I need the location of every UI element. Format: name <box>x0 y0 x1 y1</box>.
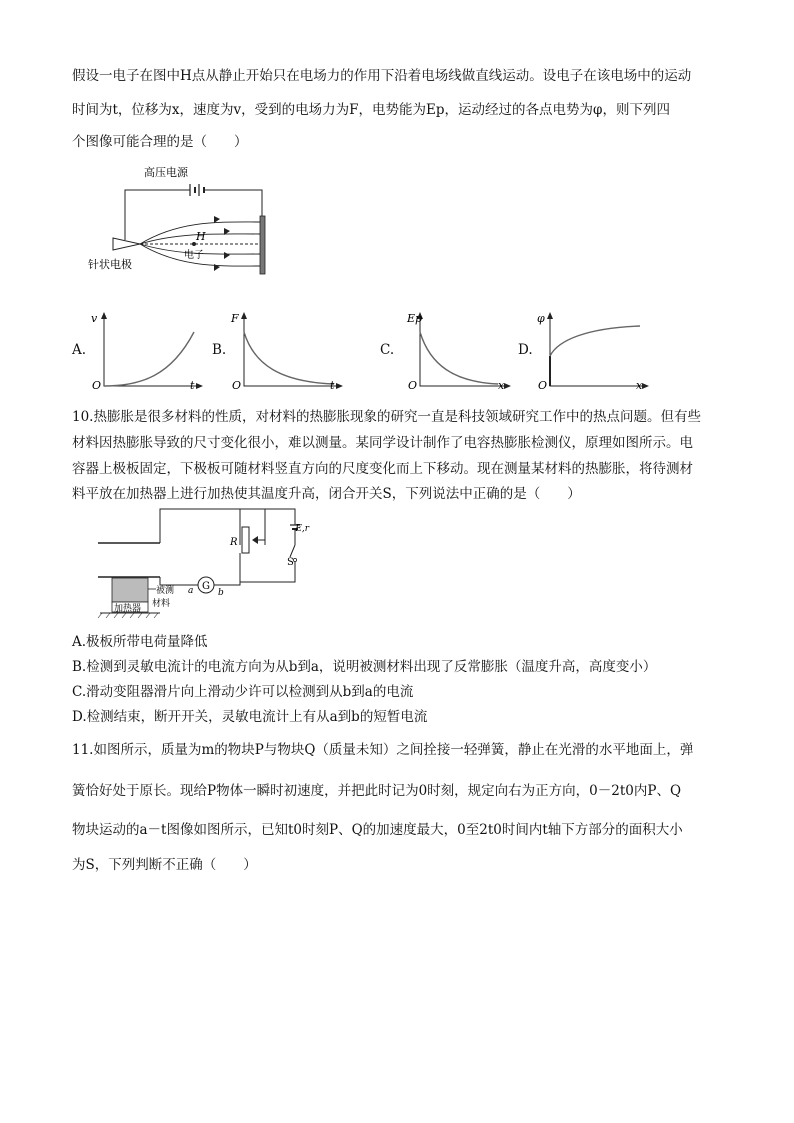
needle-electrode-label: 针状电极 <box>88 258 132 271</box>
q9-option-graph-a <box>86 310 204 390</box>
galvanometer-label: G <box>202 581 210 592</box>
q10-text-line-4: 料平放在加热器上进行加热使其温度升高，闭合开关S，下列说法中正确的是（ ） <box>72 486 581 502</box>
point-h-label: H <box>196 230 206 243</box>
curve <box>244 332 334 384</box>
q9-option-label-c: C. <box>380 342 395 358</box>
y-axis-label: v <box>91 312 98 325</box>
q10-option-d: D.检测结束，断开开关，灵敏电流计上有从a到b的短暂电流 <box>72 709 428 725</box>
terminal-b-label: b <box>218 588 224 598</box>
origin-label: O <box>92 379 102 390</box>
power-source-label: 高压电源 <box>144 166 188 179</box>
electric-field-figure <box>80 160 280 275</box>
resistor-label: R <box>230 537 238 548</box>
y-axis-label: φ <box>537 312 545 325</box>
q9-option-label-d: D. <box>518 342 533 358</box>
q9-text-line-3: 个图像可能合理的是（ ） <box>72 134 248 150</box>
q10-option-b: B.检测到灵敏电流计的电流方向为从b到a，说明被测材料出现了反常膨胀（温度升高，高度变小） <box>72 659 657 675</box>
switch-label: S <box>287 557 294 568</box>
x-axis-arrow <box>642 383 649 389</box>
curve <box>104 332 194 386</box>
q11-text-line-3: 物块运动的a－t图像如图所示，已知t0时刻P、Q的加速度最大，0至2t0时间内t轴下方部分的面积大小 <box>72 822 683 838</box>
y-axis-label: Ep <box>407 312 423 325</box>
curve <box>550 326 640 356</box>
axes <box>420 316 508 386</box>
axes <box>104 316 200 386</box>
q10-option-a: A.极板所带电荷量降低 <box>72 634 208 650</box>
material-label-1: 被测 <box>156 586 175 596</box>
q10-text-line-3: 容器上极板固定，下极板可随材料竖直方向的尺度变化而上下移动。现在测量某材料的热膨胀，将待测材 <box>72 461 693 477</box>
q9-option-graph-b <box>226 310 344 390</box>
x-axis-arrow <box>504 383 511 389</box>
q9-option-graph-d <box>532 310 650 390</box>
y-axis-arrow <box>547 312 553 319</box>
y-axis-arrow <box>241 312 247 319</box>
electron-label: 电子 <box>184 250 204 261</box>
origin-label: O <box>538 379 548 390</box>
q9-option-label-a: A. <box>72 342 87 358</box>
q11-text-line-4: 为S，下列判断不正确（ ） <box>72 857 257 873</box>
x-axis-label: t <box>330 379 335 390</box>
curve <box>420 332 498 384</box>
q10-text-line-1: 10.热膨胀是很多材料的性质，对材料的热膨胀现象的研究一直是科技领域研究工作中的热点问题。但有些 <box>72 409 701 425</box>
axes <box>244 316 340 386</box>
terminal-a-label: a <box>188 586 194 596</box>
q9-text-line-2: 时间为t，位移为x，速度为v，受到的电场力为F，电势能为Ep，运动经过的各点电势为φ，则下列四 <box>72 102 670 118</box>
x-axis-arrow <box>336 383 343 389</box>
q9-option-label-b: B. <box>212 342 227 358</box>
origin-label: O <box>232 379 242 390</box>
x-axis-label: x <box>498 379 505 390</box>
q11-text-line-1: 11.如图所示，质量为m的物块P与物块Q（质量未知）之间拴接一轻弹簧，静止在光滑的水平地面上，弹 <box>72 742 694 758</box>
battery-label: E,r <box>295 524 309 534</box>
origin-label: O <box>408 379 418 390</box>
q9-option-graph-c <box>394 310 512 390</box>
x-axis-label: x <box>636 379 643 390</box>
y-axis-label: F <box>231 312 239 325</box>
q10-text-line-2: 材料因热膨胀导致的尺寸变化很小，难以测量。某同学设计制作了电容热膨胀检测仪，原理如图所示。电 <box>72 435 693 451</box>
q9-text-line-1: 假设一电子在图中H点从静止开始只在电场力的作用下沿着电场线做直线运动。设电子在该电场中的运动 <box>72 68 692 84</box>
material-label-2: 材料 <box>152 599 171 609</box>
q11-text-line-2: 簧恰好处于原长。现给P物体一瞬时初速度，并把此时记为0时刻，规定向右为正方向，0－2t0内P、Q <box>72 783 682 799</box>
x-axis-label: t <box>190 379 195 390</box>
q10-option-c: C.滑动变阻器滑片向上滑动少许可以检测到从b到a的电流 <box>72 684 414 700</box>
heater-label: 加热器 <box>114 604 142 614</box>
x-axis-arrow <box>196 383 203 389</box>
y-axis-arrow <box>101 312 107 319</box>
capacitor-circuit-figure <box>90 505 310 620</box>
